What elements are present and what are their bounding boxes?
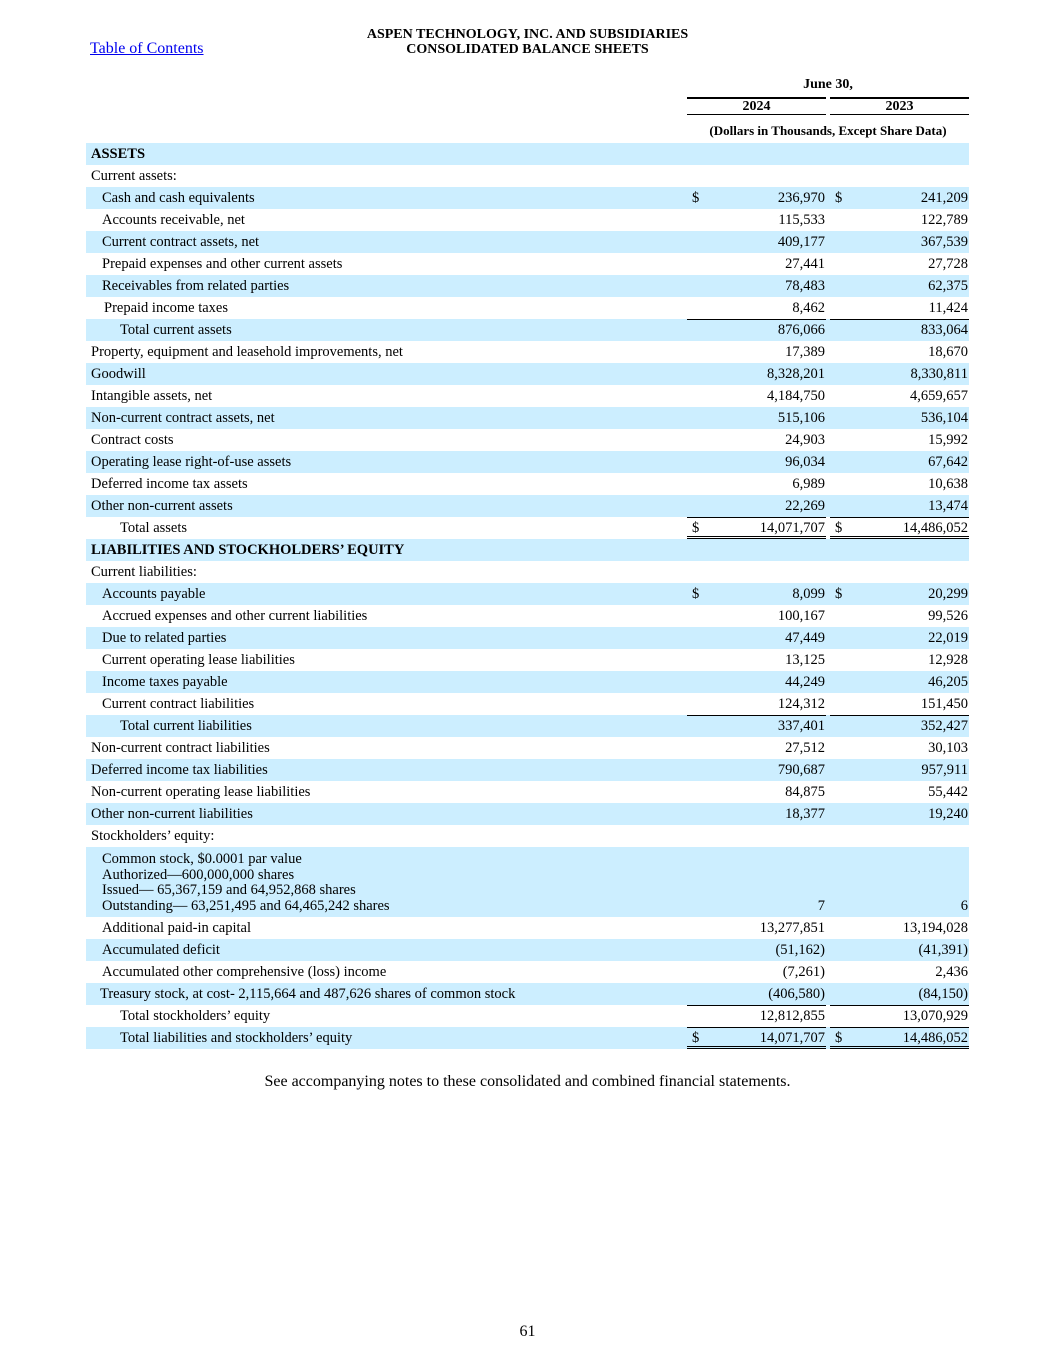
value-2024: 96,034 — [785, 453, 825, 470]
table-row — [86, 429, 969, 451]
value-2024: 13,125 — [785, 651, 825, 668]
table-row — [86, 495, 969, 517]
value-2023: 55,442 — [928, 783, 968, 800]
currency-symbol-2024: $ — [692, 585, 700, 602]
year-2023-header: 2023 — [830, 97, 969, 115]
row-label-line: Common stock, $0.0001 par value — [102, 851, 302, 867]
currency-symbol-2024: $ — [692, 189, 700, 206]
row-label: Current contract liabilities — [102, 695, 255, 712]
currency-symbol-2024: $ — [692, 1029, 700, 1046]
value-2024: 27,441 — [785, 255, 825, 272]
value-2023: 27,728 — [928, 255, 968, 272]
year-2024-header: 2024 — [687, 97, 826, 115]
subtotal-rule — [830, 517, 969, 518]
table-row — [86, 165, 969, 187]
subtotal-rule — [830, 715, 969, 716]
value-2023: 241,209 — [920, 189, 968, 206]
table-row — [86, 649, 969, 671]
value-2023: 151,450 — [920, 695, 968, 712]
value-2024: 8,328,201 — [767, 365, 825, 382]
value-2024: 790,687 — [777, 761, 825, 778]
table-row — [86, 517, 969, 539]
row-label: Intangible assets, net — [91, 387, 213, 404]
value-2024: 8,462 — [792, 299, 825, 316]
table-row — [86, 187, 969, 209]
value-2024: 22,269 — [785, 497, 825, 514]
value-2024: 24,903 — [785, 431, 825, 448]
statement-title: CONSOLIDATED BALANCE SHEETS — [406, 42, 649, 57]
table-row — [86, 385, 969, 407]
row-label: Current liabilities: — [91, 563, 197, 580]
value-2023: (84,150) — [918, 985, 968, 1002]
value-2024: 27,512 — [785, 739, 825, 756]
row-label: Total assets — [120, 519, 188, 536]
row-label: Prepaid income taxes — [104, 299, 229, 316]
currency-symbol-2023: $ — [835, 189, 843, 206]
currency-symbol-2024: $ — [692, 519, 700, 536]
row-label: Total liabilities and stockholders’ equity — [120, 1029, 353, 1046]
value-2024: 8,099 — [792, 585, 825, 602]
subtotal-rule — [687, 319, 826, 320]
table-row — [86, 275, 969, 297]
table-of-contents-link[interactable]: Table of Contents — [90, 40, 204, 57]
table-row — [86, 143, 969, 165]
page-number: 61 — [519, 1323, 536, 1340]
value-2024: 14,071,707 — [759, 519, 825, 536]
value-2024: 115,533 — [778, 211, 825, 228]
table-row — [86, 209, 969, 231]
total-double-rule — [687, 1046, 826, 1049]
value-2024: 7 — [817, 897, 825, 914]
row-label: Other non-current assets — [91, 497, 233, 514]
row-label: Current assets: — [91, 167, 177, 184]
row-label: Total stockholders’ equity — [120, 1007, 271, 1024]
footnote: See accompanying notes to these consolidated and combined financial statements. — [264, 1073, 791, 1090]
table-row — [86, 1027, 969, 1049]
value-2023: 19,240 — [928, 805, 968, 822]
row-label — [102, 852, 390, 914]
row-label: Other non-current liabilities — [91, 805, 253, 822]
row-label: Accumulated deficit — [102, 941, 220, 958]
table-row — [86, 825, 969, 847]
value-2024: 409,177 — [777, 233, 825, 250]
row-label: Additional paid-in capital — [102, 919, 251, 936]
table-row — [86, 605, 969, 627]
value-2023: 14,486,052 — [902, 519, 968, 536]
currency-symbol-2023: $ — [835, 519, 843, 536]
value-2024: 876,066 — [777, 321, 825, 338]
value-2023: 367,539 — [920, 233, 968, 250]
table-row — [86, 917, 969, 939]
company-name: ASPEN TECHNOLOGY, INC. AND SUBSIDIARIES — [366, 27, 689, 42]
value-2024: 124,312 — [777, 695, 825, 712]
table-row — [86, 1005, 969, 1027]
value-2023: 62,375 — [928, 277, 968, 294]
subtotal-rule — [687, 715, 826, 716]
table-row — [86, 539, 969, 561]
table-row — [86, 759, 969, 781]
subtotal-rule — [830, 319, 969, 320]
value-2024: 236,970 — [777, 189, 825, 206]
table-row — [86, 983, 969, 1005]
table-row — [86, 737, 969, 759]
units-label: (Dollars in Thousands, Except Share Data) — [709, 123, 947, 138]
table-row — [86, 407, 969, 429]
table-row — [86, 451, 969, 473]
value-2023: 12,928 — [928, 651, 968, 668]
value-2023: 833,064 — [920, 321, 968, 338]
row-label: Property, equipment and leasehold improvements, net — [91, 343, 403, 360]
subtotal-rule — [830, 1027, 969, 1028]
value-2023: 67,642 — [928, 453, 968, 470]
row-label: Total current assets — [120, 321, 232, 338]
table-row — [86, 803, 969, 825]
row-label: Accounts receivable, net — [102, 211, 245, 228]
total-double-rule — [830, 1046, 969, 1049]
row-label: Accounts payable — [102, 585, 206, 602]
value-2024: 13,277,851 — [759, 919, 825, 936]
row-label: Accumulated other comprehensive (loss) income — [102, 963, 387, 980]
value-2023: 11,424 — [928, 299, 968, 316]
row-label: Prepaid expenses and other current assets — [102, 255, 343, 272]
row-label: Total current liabilities — [120, 717, 252, 734]
table-row — [86, 781, 969, 803]
table-row — [86, 715, 969, 737]
row-label: Current operating lease liabilities — [102, 651, 295, 668]
table-row — [86, 627, 969, 649]
row-label-line: Outstanding— 63,251,495 and 64,465,242 shares — [102, 897, 390, 914]
table-row — [86, 363, 969, 385]
subtotal-rule — [687, 1027, 826, 1028]
currency-symbol-2023: $ — [835, 585, 843, 602]
value-2023: 13,474 — [928, 497, 968, 514]
value-2024: 84,875 — [785, 783, 825, 800]
row-label: Accrued expenses and other current liabilities — [102, 607, 368, 624]
row-label: Receivables from related parties — [102, 277, 290, 294]
value-2024: 18,377 — [785, 805, 825, 822]
row-label: Goodwill — [91, 365, 146, 382]
table-row — [86, 561, 969, 583]
value-2023: 46,205 — [928, 673, 968, 690]
value-2024: 14,071,707 — [759, 1029, 825, 1046]
table-row — [86, 253, 969, 275]
currency-symbol-2023: $ — [835, 1029, 843, 1046]
value-2023: 8,330,811 — [910, 365, 968, 382]
row-label-line: Issued— 65,367,159 and 64,952,868 shares — [102, 882, 356, 898]
value-2024: 44,249 — [785, 673, 825, 690]
table-row — [86, 693, 969, 715]
value-2024: 515,106 — [777, 409, 825, 426]
table-row — [86, 939, 969, 961]
value-2024: 78,483 — [785, 277, 825, 294]
period-label: June 30, — [803, 77, 853, 92]
value-2024: 4,184,750 — [767, 387, 825, 404]
row-label: Due to related parties — [102, 629, 227, 646]
value-2023: 6 — [960, 897, 968, 914]
row-label: Treasury stock, at cost- 2,115,664 and 487,626 shares of common stock — [100, 985, 516, 1002]
row-label: ASSETS — [91, 145, 146, 162]
value-2024: 17,389 — [785, 343, 825, 360]
value-2023: 957,911 — [921, 761, 968, 778]
row-label: Operating lease right-of-use assets — [91, 453, 292, 470]
value-2023: 13,194,028 — [902, 919, 968, 936]
value-2023: 22,019 — [928, 629, 968, 646]
row-label: Non-current contract liabilities — [91, 739, 270, 756]
row-label: Contract costs — [91, 431, 174, 448]
table-row — [86, 319, 969, 341]
value-2023: 15,992 — [928, 431, 968, 448]
balance-sheet-table — [86, 143, 969, 1049]
row-label: LIABILITIES AND STOCKHOLDERS’ EQUITY — [91, 541, 405, 558]
value-2024: 337,401 — [777, 717, 825, 734]
value-2024: 100,167 — [777, 607, 825, 624]
table-row — [86, 341, 969, 363]
table-row — [86, 961, 969, 983]
value-2024: 12,812,855 — [759, 1007, 825, 1024]
row-label: Current contract assets, net — [102, 233, 260, 250]
table-row — [86, 231, 969, 253]
value-2023: 2,436 — [935, 963, 968, 980]
row-label: Non-current contract assets, net — [91, 409, 275, 426]
row-label: Income taxes payable — [102, 673, 228, 690]
value-2023: 20,299 — [928, 585, 968, 602]
value-2024: (51,162) — [775, 941, 825, 958]
value-2023: 352,427 — [920, 717, 968, 734]
value-2023: 18,670 — [928, 343, 968, 360]
subtotal-rule — [687, 517, 826, 518]
value-2023: 10,638 — [928, 475, 968, 492]
table-row — [86, 297, 969, 319]
value-2024: (7,261) — [782, 963, 825, 980]
value-2023: 4,659,657 — [910, 387, 968, 404]
value-2023: 122,789 — [920, 211, 968, 228]
table-row — [86, 473, 969, 495]
statement-header — [0, 27, 1055, 57]
row-label: Deferred income tax liabilities — [91, 761, 268, 778]
value-2023: 536,104 — [920, 409, 968, 426]
row-label-line: Authorized—600,000,000 shares — [102, 866, 295, 883]
subtotal-rule — [687, 1005, 826, 1006]
value-2023: 30,103 — [928, 739, 968, 756]
value-2024: 47,449 — [785, 629, 825, 646]
table-row — [86, 847, 969, 917]
value-2023: 99,526 — [928, 607, 968, 624]
row-label: Non-current operating lease liabilities — [91, 783, 311, 800]
row-label: Stockholders’ equity: — [91, 827, 215, 844]
subtotal-rule — [830, 1005, 969, 1006]
row-label: Deferred income tax assets — [91, 475, 248, 492]
value-2024: 6,989 — [792, 475, 825, 492]
value-2024: (406,580) — [768, 985, 825, 1002]
value-2023: 14,486,052 — [902, 1029, 968, 1046]
table-row — [86, 583, 969, 605]
row-label: Cash and cash equivalents — [102, 189, 255, 206]
value-2023: 13,070,929 — [902, 1007, 968, 1024]
table-row — [86, 671, 969, 693]
value-2023: (41,391) — [918, 941, 968, 958]
